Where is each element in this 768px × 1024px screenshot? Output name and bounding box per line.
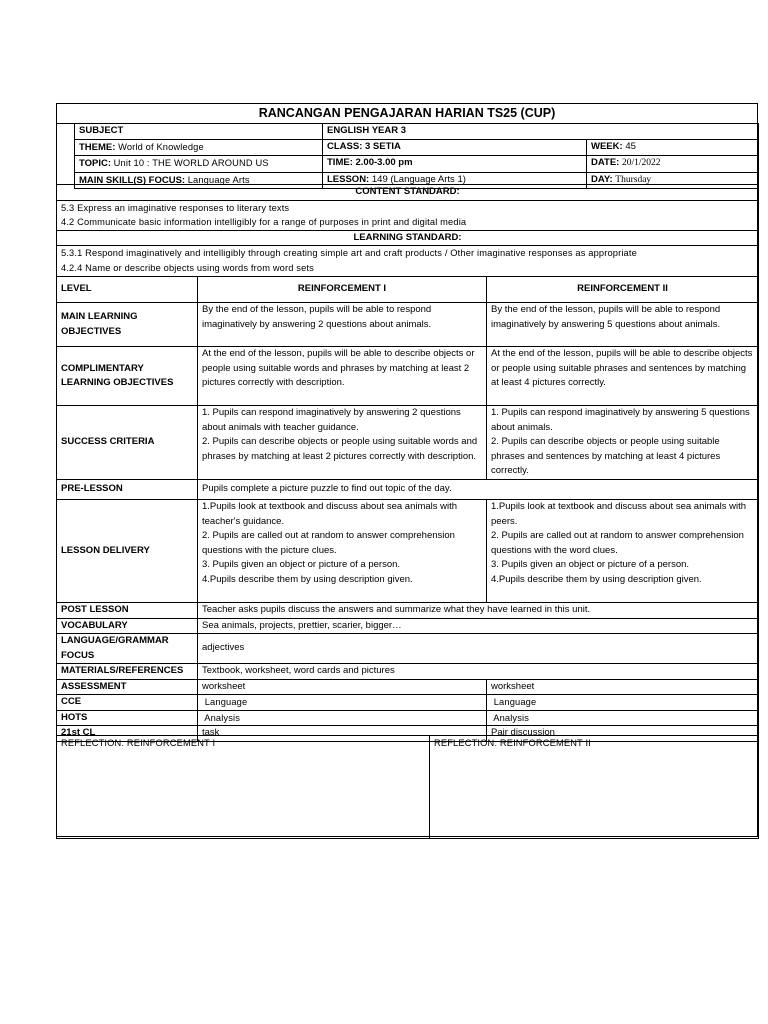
success-r2-item: 2. Pupils can describe objects or people using suitable phrases and sentences by matching at least 4 pictures correctly. [491, 436, 721, 476]
topic-value: Unit 10 : THE WORLD AROUND US [113, 158, 269, 168]
success-r2-item: 1. Pupils can respond imaginatively by answering 5 questions about animals. [491, 407, 750, 433]
delivery-r1-step: 3. Pupils given an object or picture of a person. [202, 559, 401, 570]
lesson-value: 149 (Language Arts 1) [371, 173, 466, 185]
pre-lesson-label: PRE-LESSON [57, 480, 198, 500]
learning-standard-heading: LEARNING STANDARD: [57, 230, 759, 246]
theme-value: World of Knowledge [118, 141, 204, 152]
delivery-r1 [198, 500, 487, 603]
delivery-r1-step: 2. Pupils are called out at random to answer comprehension questions with the picture clues. [202, 530, 455, 556]
day-value: Thursday [615, 174, 652, 185]
delivery-r1-step: 1.Pupils look at textbook and discuss about sea animals with teacher's guidance. [202, 501, 458, 527]
delivery-r2-step: 3. Pupils given an object or picture of a person. [491, 559, 690, 570]
cl21-r2: Pair discussion [487, 726, 759, 742]
content-standard-line: 4.2 Communicate basic information intelligibly for a range of purposes in print and digital media [61, 217, 467, 227]
date-value: 20/1/2022 [621, 158, 661, 168]
pre-lesson-value: Pupils complete a picture puzzle to find out topic of the day. [198, 480, 759, 500]
assessment-r2: worksheet [487, 679, 759, 695]
content-standard-body [57, 200, 759, 230]
materials-value: Textbook, worksheet, word cards and pictures [198, 664, 759, 680]
topic-cell [75, 156, 323, 173]
level-label: LEVEL [57, 277, 198, 303]
success-r1-item: 1. Pupils can respond imaginatively by answering 2 questions about animals with teacher guidance. [202, 407, 461, 433]
header-table [74, 123, 759, 189]
learning-standard-body [57, 246, 759, 277]
main-table [56, 184, 759, 742]
cce-label: CCE [57, 695, 198, 711]
page-title: RANCANGAN PENGAJARAN HARIAN TS25 (CUP) [57, 104, 757, 124]
success-r2 [487, 406, 759, 480]
vocabulary-label: VOCABULARY [57, 618, 198, 634]
theme-label: THEME: [79, 141, 116, 153]
cce-r1: Language [198, 695, 487, 711]
level-r1: REINFORCEMENT I [198, 277, 487, 303]
assessment-r1: worksheet [198, 679, 487, 695]
level-r2: REINFORCEMENT II [487, 277, 759, 303]
comp-objectives-r2: At the end of the lesson, pupils will be able to describe objects or people using suitable phrases and sentences by matching at least 4 pictures correctly. [487, 347, 759, 406]
subject-value: ENGLISH YEAR 3 [323, 124, 759, 140]
skill-value: Language Arts [187, 174, 250, 185]
grammar-label: LANGUAGE/GRAMMAR FOCUS [57, 634, 198, 664]
main-objectives-r1: By the end of the lesson, pupils will be able to respond imaginatively by answering 2 questions about animals. [198, 303, 487, 347]
hots-r2: Analysis [487, 710, 759, 726]
date-cell [587, 156, 759, 173]
delivery-r2-step: 4.Pupils describe them by using description given. [491, 573, 702, 585]
vocabulary-value: Sea animals, projects, prettier, scarier, bigger… [198, 618, 759, 634]
lesson-label: LESSON: [327, 173, 370, 185]
week-label: WEEK: [591, 140, 623, 152]
delivery-r2-step: 2. Pupils are called out at random to answer comprehension questions with the word clues. [491, 530, 744, 556]
post-lesson-label: POST LESSON [57, 603, 198, 619]
delivery-r2 [487, 500, 759, 603]
main-objectives-label: MAIN LEARNING OBJECTIVES [57, 303, 198, 347]
hots-r1: Analysis [198, 710, 487, 726]
reflection-r1[interactable]: REFLECTION: REINFORCEMENT I [57, 736, 430, 839]
post-lesson-value: Teacher asks pupils discuss the answers and summarize what they have learned in this unit. [198, 603, 759, 619]
time-label: TIME: 2.00-3.00 pm [323, 156, 587, 173]
week-cell [587, 139, 759, 156]
cce-r2: Language [487, 695, 759, 711]
hots-label: HOTS [57, 710, 198, 726]
day-label: DAY: [591, 173, 613, 185]
learning-standard-line: 5.3.1 Respond imaginatively and intelligibly through creating simple art and craft products / Other imaginative responses as appropriate [61, 248, 637, 258]
week-value: 45 [625, 140, 636, 152]
comp-objectives-r1: At the end of the lesson, pupils will be able to describe objects or people using suitable words and phrases by matching at least 2 pictures correctly with description. [198, 347, 487, 406]
lesson-plan-sheet [56, 103, 758, 837]
success-r1-item: 2. Pupils can describe objects or people using suitable words and phrases by matching at least 2 pictures correctly with description. [202, 436, 478, 462]
date-label: DATE: [591, 157, 620, 168]
reflection-r2[interactable]: REFLECTION: REINFORCEMENT II [430, 736, 759, 839]
materials-label: MATERIALS/REFERENCES [57, 664, 198, 680]
learning-standard-line: 4.2.4 Name or describe objects using words from word sets [61, 262, 314, 273]
content-standard-line: 5.3 Express an imaginative responses to literary texts [61, 202, 290, 213]
content-standard-heading: CONTENT STANDARD: [57, 185, 759, 201]
subject-label: SUBJECT [75, 124, 323, 140]
delivery-label: LESSON DELIVERY [57, 500, 198, 603]
theme-cell [75, 139, 323, 156]
reflection-table [56, 735, 759, 839]
comp-objectives-label: COMPLIMENTARY LEARNING OBJECTIVES [57, 347, 198, 406]
main-objectives-r2: By the end of the lesson, pupils will be able to respond imaginatively by answering 5 questions about animals. [487, 303, 759, 347]
success-r1 [198, 406, 487, 480]
skill-label: MAIN SKILL(S) FOCUS: [79, 174, 186, 186]
delivery-r2-step: 1.Pupils look at textbook and discuss about sea animals with peers. [491, 501, 747, 527]
assessment-label: ASSESSMENT [57, 679, 198, 695]
class-label: CLASS: 3 SETIA [323, 139, 587, 156]
cl21-label: 21st CL [57, 726, 198, 742]
grammar-value: adjectives [198, 634, 759, 664]
cl21-r1: task [198, 726, 487, 742]
delivery-r1-step: 4.Pupils describe them by using description given. [202, 573, 413, 585]
success-label: SUCCESS CRITERIA [57, 406, 198, 480]
topic-label: TOPIC: [79, 158, 112, 169]
